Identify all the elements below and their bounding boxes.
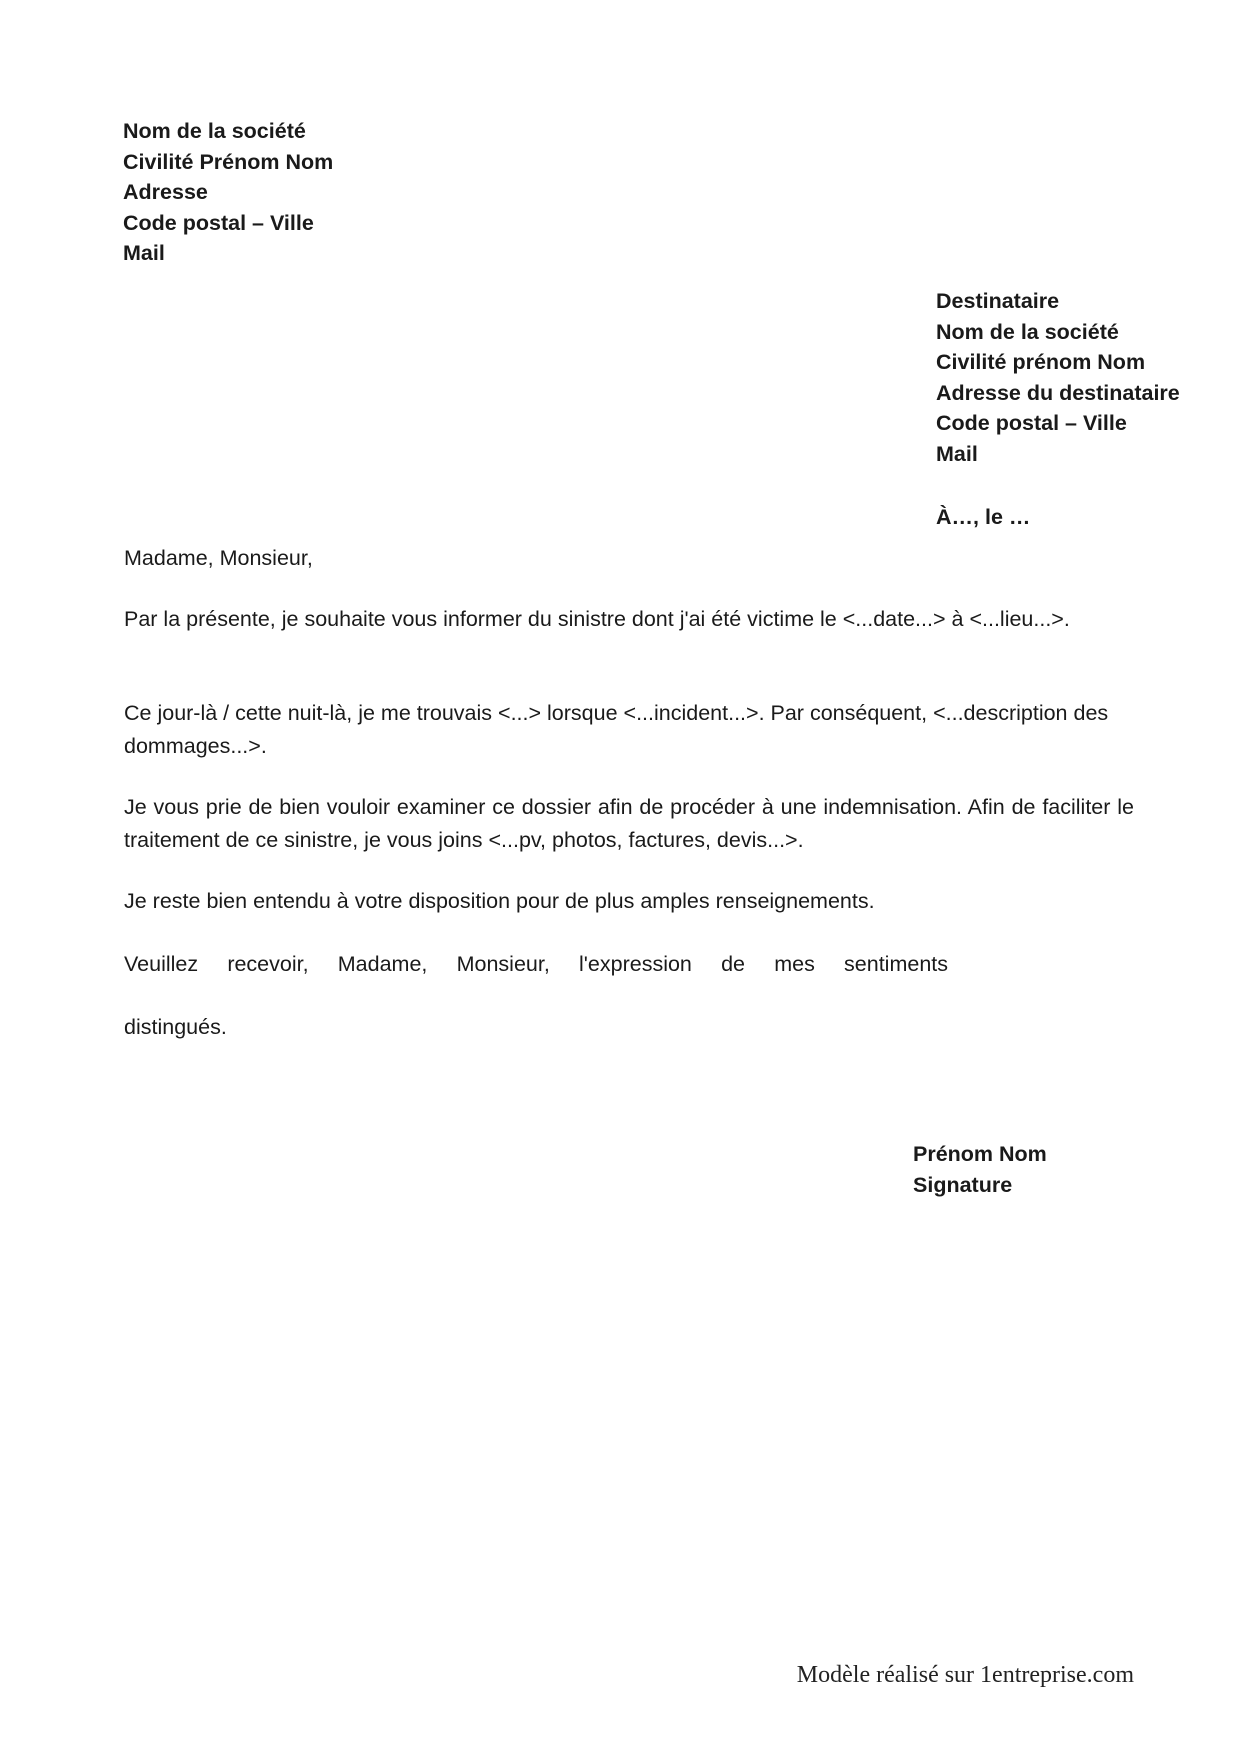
recipient-address: Adresse du destinataire bbox=[936, 380, 1180, 405]
place-date-text: À…, le … bbox=[936, 505, 1031, 529]
sender-address: Adresse bbox=[123, 180, 208, 204]
signature-name: Prénom Nom bbox=[913, 1142, 1047, 1166]
footer-credit: Modèle réalisé sur 1entreprise.com bbox=[796, 1662, 1134, 1688]
sender-postal-city: Code postal – Ville bbox=[123, 210, 314, 235]
recipient-company: Nom de la société bbox=[936, 319, 1119, 344]
paragraph-incident-info: Par la présente, je souhaite vous informer du sinistre dont j'ai été victime le <...date...> à <...lieu...>. bbox=[124, 607, 1070, 631]
paragraph-availability: Je reste bien entendu à votre disposition pour de plus amples renseignements. bbox=[124, 889, 875, 913]
salutation: Madame, Monsieur, bbox=[124, 546, 313, 570]
signature-block bbox=[913, 1139, 1047, 1200]
recipient-postal-city: Code postal – Ville bbox=[936, 411, 1127, 435]
signature-label: Signature bbox=[913, 1172, 1013, 1197]
recipient-name: Civilité prénom Nom bbox=[936, 350, 1146, 374]
recipient-mail: Mail bbox=[936, 441, 978, 466]
sender-block bbox=[123, 116, 333, 269]
recipient-label: Destinataire bbox=[936, 289, 1060, 313]
sender-company: Nom de la société bbox=[123, 119, 306, 143]
sender-mail: Mail bbox=[123, 241, 165, 265]
paragraph-compensation-request: Je vous prie de bien vouloir examiner ce dossier afin de procéder à une indemnisation. Afin de faciliter le traitement de ce sinistre, je vous joins <...pv, photos, factures, devis...>. bbox=[124, 795, 1134, 852]
paragraph-closing-end: distingués. bbox=[124, 1015, 227, 1039]
recipient-block bbox=[936, 286, 1180, 469]
paragraph-incident-description: Ce jour-là / cette nuit-là, je me trouvais <...> lorsque <...incident...>. Par conséquent, <...description des dommages...>. bbox=[124, 701, 1109, 758]
place-date bbox=[936, 502, 1030, 533]
paragraph-closing: Veuillez recevoir, Madame, Monsieur, l'expression de mes sentiments bbox=[124, 952, 948, 976]
sender-name: Civilité Prénom Nom bbox=[123, 149, 334, 174]
